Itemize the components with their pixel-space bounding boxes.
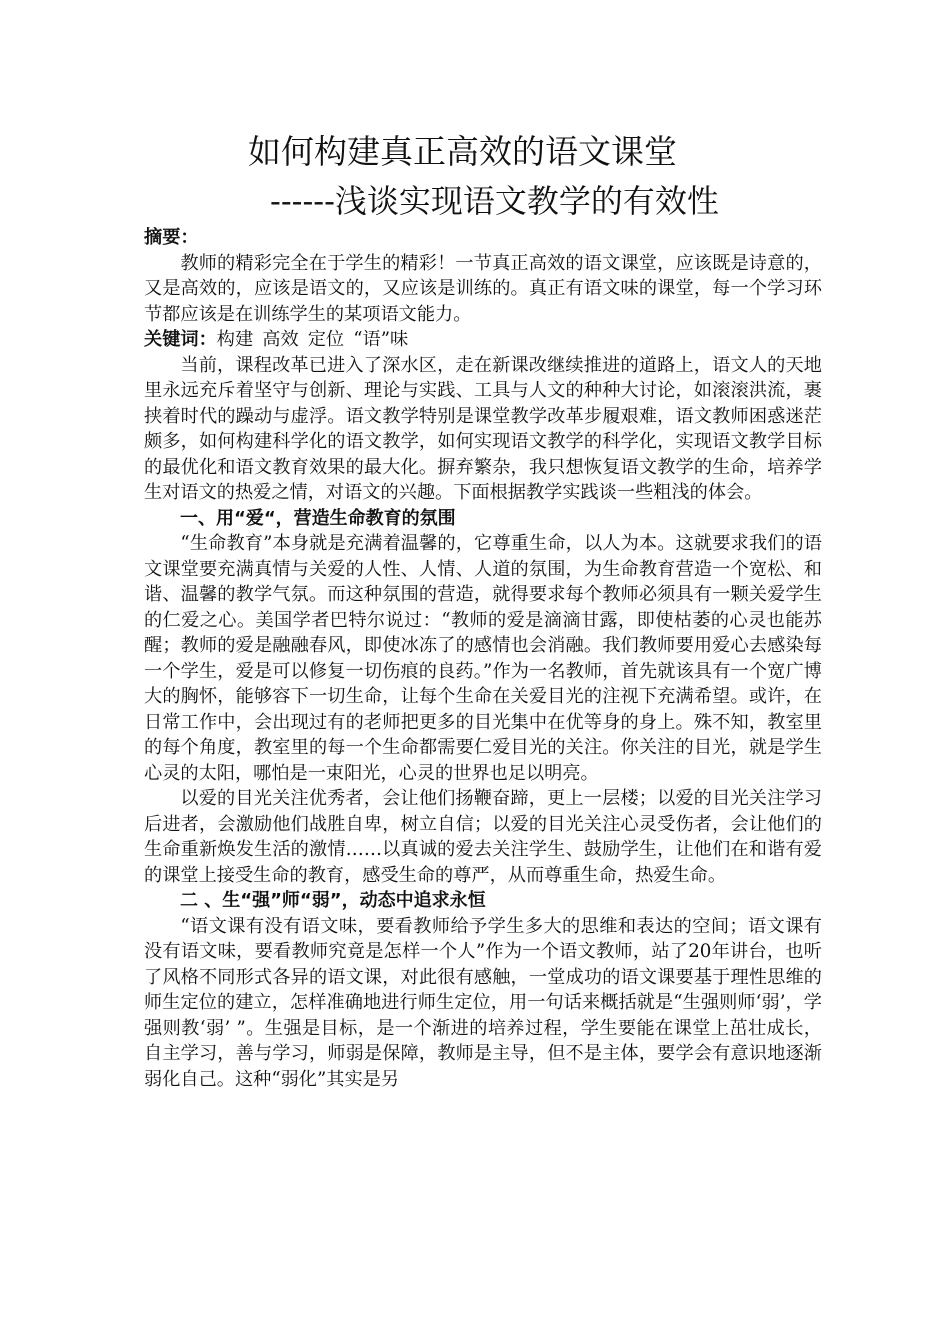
keywords-label: 关键词：	[144, 329, 217, 350]
intro-paragraph: 当前，课程改革已进入了深水区，走在新课改继续推进的道路上，语文人的天地里永远充斥着坚守与创新、理论与实践、工具与人文的种种大讨论，如滚滚洪流，裹挟着时代的躁动与虚浮。语文教学特别是课堂教学改革步履艰难，语文教师困惑迷茫颇多，如何构建科学化的语文教学，如何实现语文教学的科学化，实现语文教学目标的最优化和语文教育效果的最大化。摒弃繁杂，我只想恢复语文教学的生命，培养学生对语文的热爱之情，对语文的兴趣。下面根据教学实践谈一些粗浅的体会。	[144, 354, 822, 503]
section2-heading: 二 、生“强”师“弱”，动态中追求永恒	[180, 890, 486, 911]
section1-paragraph-2: 以爱的目光关注优秀者，会让他们扬鞭奋蹄，更上一层楼；以爱的目光关注学习后进者，会激励他们战胜自卑，树立自信；以爱的目光关注心灵受伤者，会让他们的生命重新焕发生活的激情……以真诚的爱去关注学生、鼓励学生，让他们在和谐有爱的课堂上接受生命的教育，感受生命的尊严，从而尊重生命，热爱生命。	[144, 788, 822, 886]
keyword-item: 高效	[262, 329, 299, 350]
keywords-line	[144, 327, 822, 353]
keyword-item: 定位	[307, 329, 345, 350]
keyword-item: 构建	[216, 329, 254, 350]
section1-heading: 一、用“爱“，营造生命教育的氛围	[180, 507, 456, 529]
abstract-label: 摘要：	[144, 227, 199, 248]
abstract-paragraph: 教师的精彩完全在于学生的精彩！一节真正高效的语文课堂，应该既是诗意的，又是高效的，应该是语文的，又应该是训练的。真正有语文味的课堂，每一个学习环节都应该是在训练学生的某项语文能力。	[144, 252, 822, 325]
document-title: 如何构建真正高效的语文课堂	[248, 132, 677, 171]
keyword-item: “语”味	[353, 329, 409, 350]
section1-paragraph-1: “生命教育”本身就是充满着温馨的，它尊重生命，以人为本。这就要求我们的语文课堂要充满真情与关爱的人性、人情、人道的氛围，为生命教育营造一个宽松、和谐、温馨的教学气氛。而这种氛围的营造，就得要求每个教师必须具有一颗关爱学生的仁爱之心。美国学者巴特尔说过：“教师的爱是滴滴甘露，即使枯萎的心灵也能苏醒；教师的爱是融融春风，即使冰冻了的感情也会消融。我们教师要用爱心去感染每一个学生，爱是可以修复一切伤痕的良药。”作为一名教师，首先就该具有一个宽广博大的胸怀，能够容下一切生命，让每个生命在关爱目光的注视下充满希望。或许，在日常工作中，会出现过有的老师把更多的目光集中在优等身的身上。殊不知，教室里的每个角度，教室里的每一个生命都需要仁爱目光的关注。你关注的目光，就是学生心灵的太阳，哪怕是一束阳光，心灵的世界也足以明亮。	[144, 533, 822, 784]
section2-paragraph-1: “语文课有没有语文味，要看教师给予学生多大的思维和表达的空间；语文课有没有语文味，要看教师究竟是怎样一个人”作为一个语文教师，站了20年讲台，也听了风格不同形式各异的语文课，对此很有感触，一堂成功的语文课要基于理性思维的师生定位的建立，怎样准确地进行师生定位，用一句话来概括就是“生强则师‘弱’，学强则教‘弱’ ”。生强是目标，是一个渐进的培养过程，学生要能在课堂上茁壮成长，自主学习，善与学习，师弱是保障，教师是主导，但不是主体，要学会有意识地逐渐弱化自己。这种“弱化”其实是另	[144, 915, 822, 1090]
document-body	[144, 225, 822, 1092]
document-subtitle: ------浅谈实现语文教学的有效性	[270, 182, 719, 220]
